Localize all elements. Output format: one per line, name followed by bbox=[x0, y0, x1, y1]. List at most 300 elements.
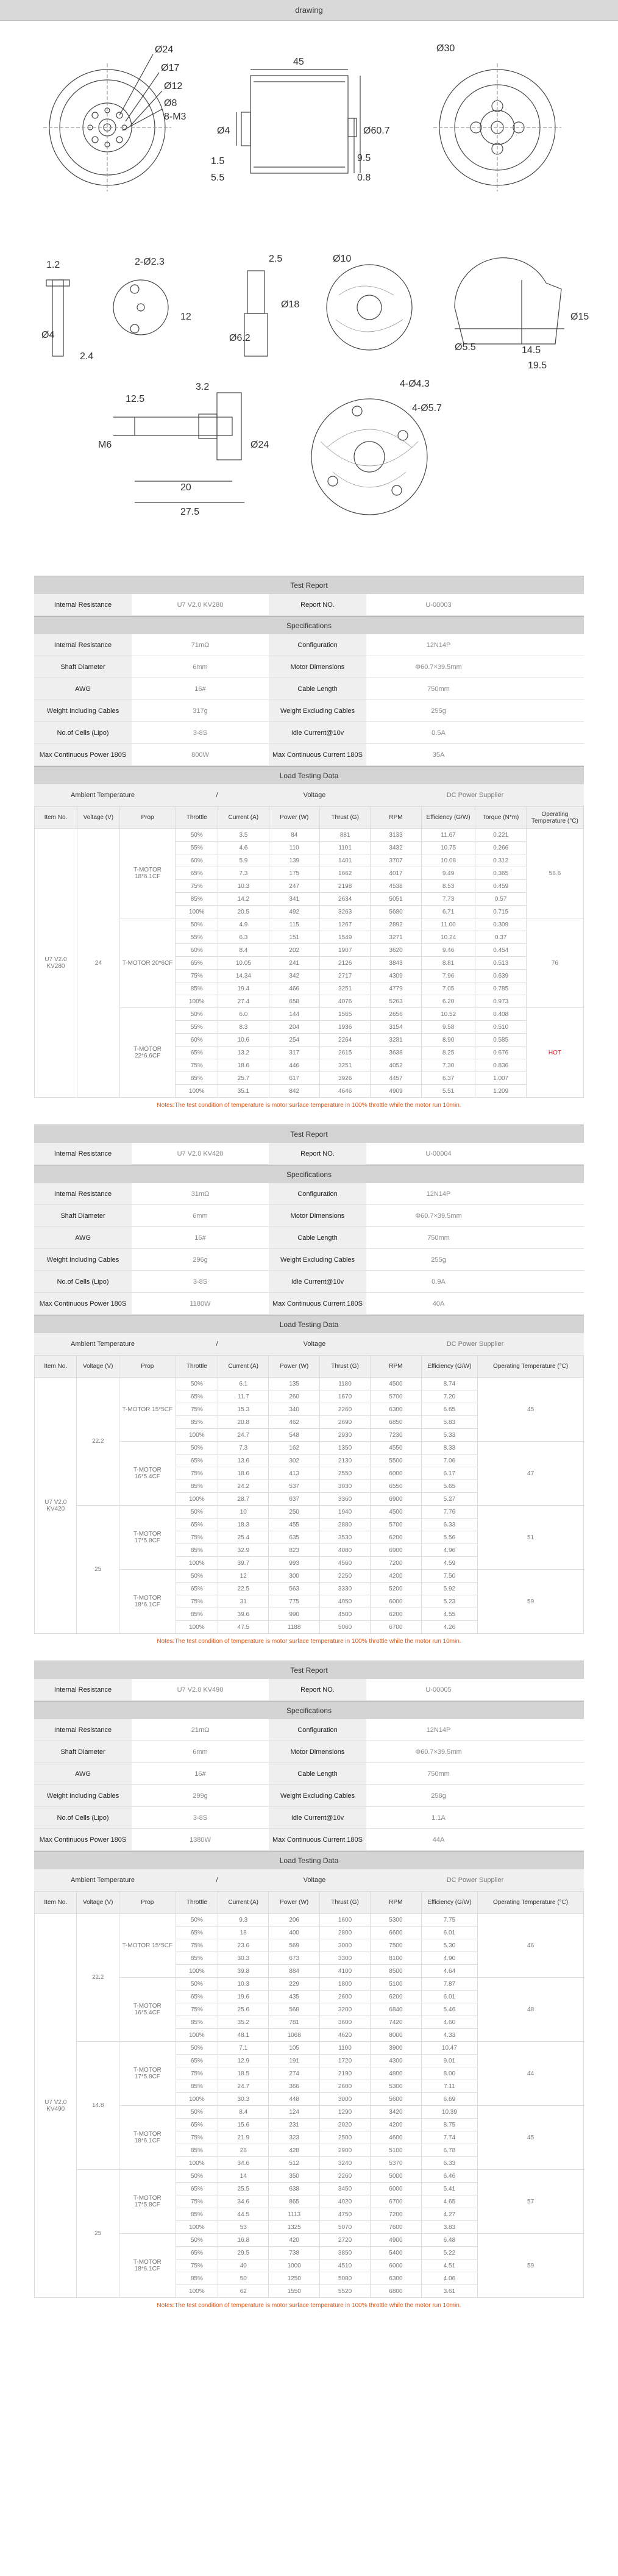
data-cell: 7.73 bbox=[421, 893, 475, 906]
data-cell: 568 bbox=[269, 2003, 319, 2016]
data-cell: 2615 bbox=[319, 1046, 370, 1059]
column-header: Current (A) bbox=[218, 807, 269, 829]
dim-15: 1.5 bbox=[211, 156, 225, 166]
data-cell: 4050 bbox=[319, 1595, 370, 1608]
load-testing-title: Load Testing Data bbox=[34, 1315, 584, 1333]
data-cell: 4200 bbox=[371, 1570, 421, 1583]
spec-label: Max Continuous Power 180S bbox=[34, 744, 132, 765]
data-cell: 3000 bbox=[319, 1939, 370, 1952]
data-cell: 100% bbox=[176, 2029, 218, 2042]
specifications-title: Specifications bbox=[34, 1165, 584, 1183]
data-cell: 0.266 bbox=[475, 842, 526, 854]
spec-label: Weight Including Cables bbox=[34, 1249, 132, 1270]
data-cell: 1550 bbox=[269, 2285, 319, 2298]
data-cell: 10.47 bbox=[421, 2042, 478, 2055]
data-cell: 4.55 bbox=[421, 1608, 478, 1621]
data-cell: 3360 bbox=[319, 1493, 370, 1506]
data-cell: 100% bbox=[176, 995, 218, 1008]
data-cell: 25.6 bbox=[218, 2003, 269, 2016]
data-cell: 6840 bbox=[371, 2003, 421, 2016]
data-cell: 110 bbox=[269, 842, 319, 854]
spec-value: 6mm bbox=[193, 663, 208, 671]
spec-label: Idle Current@10v bbox=[269, 1807, 366, 1828]
column-header: Item No. bbox=[35, 1356, 77, 1378]
data-cell: 6200 bbox=[371, 1608, 421, 1621]
data-cell: 3251 bbox=[319, 1059, 370, 1072]
data-cell: 0.513 bbox=[475, 957, 526, 970]
data-cell: 2260 bbox=[319, 2170, 370, 2183]
data-cell: 3707 bbox=[371, 854, 421, 867]
data-cell: 39.8 bbox=[218, 1965, 269, 1978]
data-cell: 638 bbox=[269, 2183, 319, 2195]
spec-value: 0.9A bbox=[432, 1278, 446, 1286]
data-cell: 341 bbox=[269, 893, 319, 906]
data-cell: 420 bbox=[269, 2234, 319, 2247]
data-cell: 4076 bbox=[319, 995, 370, 1008]
note-text: Notes:The test condition of temperature is motor surface temperature in 100% throttle while the motor run 10min. bbox=[157, 2302, 461, 2309]
data-cell: 7.3 bbox=[218, 867, 269, 880]
data-cell: 7.87 bbox=[421, 1978, 478, 1991]
data-cell: 151 bbox=[269, 931, 319, 944]
data-cell: 4.51 bbox=[421, 2259, 478, 2272]
data-cell: 50% bbox=[176, 1914, 218, 1927]
dim-08: 0.8 bbox=[357, 173, 371, 183]
data-cell: 0.585 bbox=[475, 1034, 526, 1046]
spec-row bbox=[34, 656, 584, 678]
data-cell: 75% bbox=[176, 2195, 218, 2208]
spec-row bbox=[34, 634, 584, 656]
data-cell: 448 bbox=[269, 2093, 319, 2106]
prop-cell: T-MOTOR 18*6.1CF bbox=[119, 2234, 176, 2298]
data-cell: 5370 bbox=[371, 2157, 421, 2170]
data-cell: 34.6 bbox=[218, 2195, 269, 2208]
prop-cell: T-MOTOR 17*5.8CF bbox=[119, 1506, 176, 1570]
table-header-row bbox=[35, 1356, 584, 1378]
spec-row bbox=[34, 1293, 584, 1315]
prop-cell: T-MOTOR 18*6.1CF bbox=[119, 2106, 176, 2170]
spec-row bbox=[34, 1249, 584, 1271]
data-cell: 14.2 bbox=[218, 893, 269, 906]
data-cell: 6.33 bbox=[421, 1519, 478, 1531]
data-cell: 4.96 bbox=[421, 1544, 478, 1557]
dim-m5: M6 bbox=[98, 440, 112, 450]
data-cell: 2126 bbox=[319, 957, 370, 970]
item-no-cell: U7 V2.0 KV490 bbox=[35, 1914, 77, 2298]
spec-label: Motor Dimensions bbox=[269, 1205, 366, 1226]
spec-value: 40A bbox=[432, 1300, 445, 1308]
data-cell: 5080 bbox=[319, 2272, 370, 2285]
data-cell: 3030 bbox=[319, 1480, 370, 1493]
data-cell: 65% bbox=[176, 1046, 218, 1059]
data-cell: 65% bbox=[176, 1927, 218, 1939]
data-cell: 55% bbox=[176, 931, 218, 944]
prop-cell: T-MOTOR 18*6.1CF bbox=[119, 829, 175, 918]
spec-row bbox=[34, 1719, 584, 1741]
data-cell: 5.22 bbox=[421, 2247, 478, 2259]
data-cell: 20.5 bbox=[218, 906, 269, 918]
data-cell: 1720 bbox=[319, 2055, 370, 2067]
data-cell: 4020 bbox=[319, 2195, 370, 2208]
data-cell: 5.27 bbox=[421, 1493, 478, 1506]
data-cell: 6.1 bbox=[218, 1378, 269, 1390]
data-cell: 4800 bbox=[371, 2067, 421, 2080]
data-cell: 4538 bbox=[371, 880, 421, 893]
data-cell: 7.30 bbox=[421, 1059, 475, 1072]
data-cell: 65% bbox=[176, 1991, 218, 2003]
data-cell: 10.3 bbox=[218, 1978, 269, 1991]
data-cell: 40 bbox=[218, 2259, 269, 2272]
data-cell: 25.7 bbox=[218, 1072, 269, 1085]
data-cell: 8000 bbox=[371, 2029, 421, 2042]
data-cell: 65% bbox=[176, 1390, 218, 1403]
data-cell: 5200 bbox=[371, 1583, 421, 1595]
data-cell: 884 bbox=[269, 1965, 319, 1978]
column-header: Prop bbox=[119, 807, 175, 829]
item-no-cell: U7 V2.0 KV420 bbox=[35, 1378, 77, 1634]
data-cell: 175 bbox=[269, 867, 319, 880]
data-cell: 4.27 bbox=[421, 2208, 478, 2221]
column-header: Current (A) bbox=[218, 1356, 269, 1378]
data-cell: 6850 bbox=[371, 1416, 421, 1429]
data-cell: 50% bbox=[176, 1570, 218, 1583]
data-cell: 85% bbox=[176, 2144, 218, 2157]
spec-label: Cable Length bbox=[269, 1763, 366, 1784]
data-cell: 2190 bbox=[319, 2067, 370, 2080]
data-cell: 14 bbox=[218, 2170, 269, 2183]
spec-row bbox=[34, 1763, 584, 1785]
data-cell: 865 bbox=[269, 2195, 319, 2208]
data-cell: 842 bbox=[269, 1085, 319, 1098]
spec-value: 3-8S bbox=[193, 729, 208, 737]
data-cell: 10.6 bbox=[218, 1034, 269, 1046]
temp-cell: 76 bbox=[526, 918, 583, 1008]
data-cell: 7.74 bbox=[421, 2131, 478, 2144]
data-cell: 75% bbox=[176, 2259, 218, 2272]
data-cell: 5500 bbox=[371, 1454, 421, 1467]
prop-cell: T-MOTOR 18*6.1CF bbox=[119, 1570, 176, 1634]
spec-label: Idle Current@10v bbox=[269, 1271, 366, 1292]
column-header: Item No. bbox=[35, 1892, 77, 1914]
data-cell: 50% bbox=[176, 1378, 218, 1390]
data-cell: 6700 bbox=[371, 2195, 421, 2208]
data-cell: 5.46 bbox=[421, 2003, 478, 2016]
data-cell: 413 bbox=[269, 1467, 319, 1480]
dim-d10: Ø10 bbox=[333, 254, 352, 264]
data-cell: 6700 bbox=[371, 1621, 421, 1634]
drawing-header: drawing bbox=[0, 0, 618, 21]
data-cell: 6000 bbox=[371, 2259, 421, 2272]
data-cell: 2264 bbox=[319, 1034, 370, 1046]
data-cell: 823 bbox=[269, 1544, 319, 1557]
voltage-cell: 22.2 bbox=[77, 1378, 119, 1506]
data-cell: 7500 bbox=[371, 1939, 421, 1952]
data-cell: 6.0 bbox=[218, 1008, 269, 1021]
data-cell: 11.7 bbox=[218, 1390, 269, 1403]
test-report-kv420 bbox=[34, 1125, 584, 1648]
spec-label: Cable Length bbox=[269, 1227, 366, 1248]
spec-value: 3-8S bbox=[193, 1814, 208, 1822]
data-cell: 3200 bbox=[319, 2003, 370, 2016]
data-cell: 1113 bbox=[269, 2208, 319, 2221]
data-cell: 462 bbox=[269, 1416, 319, 1429]
data-cell: 1180 bbox=[319, 1378, 370, 1390]
spec-value: 21mΩ bbox=[191, 1726, 210, 1734]
data-cell: 0.676 bbox=[475, 1046, 526, 1059]
data-cell: 7200 bbox=[371, 1557, 421, 1570]
data-cell: 60% bbox=[176, 944, 218, 957]
data-cell: 5.51 bbox=[421, 1085, 475, 1098]
data-cell: 1670 bbox=[319, 1390, 370, 1403]
spec-label: No.of Cells (Lipo) bbox=[34, 722, 132, 743]
data-cell: 35.2 bbox=[218, 2016, 269, 2029]
data-cell: 0.639 bbox=[475, 970, 526, 982]
spec-value: 750mm bbox=[427, 1770, 450, 1778]
data-cell: 12.9 bbox=[218, 2055, 269, 2067]
data-cell: 1.007 bbox=[475, 1072, 526, 1085]
data-cell: 12 bbox=[218, 1570, 269, 1583]
data-cell: 4.9 bbox=[218, 918, 269, 931]
ambient-row: Ambient Temperature / Voltage DC Power Supplier bbox=[34, 1869, 584, 1891]
data-cell: 60% bbox=[176, 854, 218, 867]
data-cell: 7420 bbox=[371, 2016, 421, 2029]
spec-value: 255g bbox=[431, 707, 446, 715]
data-cell: 5700 bbox=[371, 1519, 421, 1531]
data-cell: 5.41 bbox=[421, 2183, 478, 2195]
dim-24: 2.4 bbox=[80, 351, 94, 362]
data-cell: 492 bbox=[269, 906, 319, 918]
data-cell: 85% bbox=[176, 1608, 218, 1621]
dim-d43: 4-Ø4.3 bbox=[400, 379, 430, 389]
data-cell: 6000 bbox=[371, 1595, 421, 1608]
load-test-table bbox=[34, 1891, 584, 2298]
spec-row bbox=[34, 1227, 584, 1249]
data-cell: 2634 bbox=[319, 893, 370, 906]
data-cell: 2900 bbox=[319, 2144, 370, 2157]
data-cell: 25.5 bbox=[218, 2183, 269, 2195]
data-cell: 1068 bbox=[269, 2029, 319, 2042]
data-cell: 1600 bbox=[319, 1914, 370, 1927]
dim-125: 12.5 bbox=[126, 394, 145, 404]
data-cell: 323 bbox=[269, 2131, 319, 2144]
spec-value: 0.5A bbox=[432, 729, 446, 737]
data-cell: 3300 bbox=[319, 1952, 370, 1965]
spec-label: No.of Cells (Lipo) bbox=[34, 1807, 132, 1828]
column-header: Torque (N*m) bbox=[475, 807, 526, 829]
voltage-cell: 22.2 bbox=[77, 1914, 119, 2042]
data-cell: 1549 bbox=[319, 931, 370, 944]
data-cell: 5.23 bbox=[421, 1595, 478, 1608]
dim-d4b: Ø4 bbox=[41, 330, 55, 340]
dim-d18: Ø18 bbox=[281, 299, 300, 310]
data-cell: 0.459 bbox=[475, 880, 526, 893]
spec-row bbox=[34, 722, 584, 744]
temp-cell: 44 bbox=[478, 2042, 584, 2106]
dim-m3: 8-M3 bbox=[164, 112, 186, 122]
data-cell: 8.3 bbox=[218, 1021, 269, 1034]
data-cell: 30.3 bbox=[218, 2093, 269, 2106]
spec-table bbox=[34, 634, 584, 766]
spec-label: Configuration bbox=[269, 634, 366, 656]
data-cell: 6600 bbox=[371, 1927, 421, 1939]
data-cell: 6.3 bbox=[218, 931, 269, 944]
item-no-cell: U7 V2.0 KV280 bbox=[35, 829, 77, 1098]
data-cell: 6200 bbox=[371, 1531, 421, 1544]
data-cell: 2600 bbox=[319, 1991, 370, 2003]
data-cell: 1940 bbox=[319, 1506, 370, 1519]
column-header: RPM bbox=[371, 807, 421, 829]
data-cell: 204 bbox=[269, 1021, 319, 1034]
data-cell: 5.56 bbox=[421, 1531, 478, 1544]
test-report-kv280 bbox=[34, 576, 584, 1112]
data-cell: 2130 bbox=[319, 1454, 370, 1467]
data-cell: 8.4 bbox=[218, 2106, 269, 2119]
spec-label: Max Continuous Current 180S bbox=[269, 1829, 366, 1850]
data-cell: 4080 bbox=[319, 1544, 370, 1557]
spec-value: 44A bbox=[432, 1836, 445, 1844]
column-header: Power (W) bbox=[269, 1356, 319, 1378]
data-cell: 85% bbox=[176, 1416, 218, 1429]
data-cell: 1290 bbox=[319, 2106, 370, 2119]
data-cell: 775 bbox=[269, 1595, 319, 1608]
spec-row bbox=[34, 744, 584, 766]
column-header: Operating Temperature (°C) bbox=[478, 1892, 584, 1914]
spec-value: 12N14P bbox=[426, 1190, 451, 1198]
column-header: Efficiency (G/W) bbox=[421, 1892, 478, 1914]
voltage-cell: 25 bbox=[77, 2170, 119, 2298]
test-report-title: Test Report bbox=[34, 576, 584, 594]
data-cell: 34.6 bbox=[218, 2157, 269, 2170]
dim-95: 9.5 bbox=[357, 153, 371, 163]
data-cell: 3240 bbox=[319, 2157, 370, 2170]
spec-label: No.of Cells (Lipo) bbox=[34, 1271, 132, 1292]
data-cell: 5300 bbox=[371, 2080, 421, 2093]
data-cell: 617 bbox=[269, 1072, 319, 1085]
data-cell: 35.1 bbox=[218, 1085, 269, 1098]
data-cell: 2930 bbox=[319, 1429, 370, 1442]
spec-row bbox=[34, 700, 584, 722]
spec-label: Shaft Diameter bbox=[34, 656, 132, 678]
spec-label: Weight Excluding Cables bbox=[269, 1249, 366, 1270]
data-cell: 55% bbox=[176, 1021, 218, 1034]
data-cell: 3620 bbox=[371, 944, 421, 957]
data-cell: 28.7 bbox=[218, 1493, 269, 1506]
spec-row bbox=[34, 1829, 584, 1851]
data-cell: 50% bbox=[176, 918, 218, 931]
data-cell: 4300 bbox=[371, 2055, 421, 2067]
dim-12a: 1.2 bbox=[46, 260, 60, 270]
data-cell: 105 bbox=[269, 2042, 319, 2055]
technical-drawing bbox=[34, 21, 589, 564]
data-cell: 5.65 bbox=[421, 1480, 478, 1493]
data-cell: 2720 bbox=[319, 2234, 370, 2247]
data-cell: 4.90 bbox=[421, 1952, 478, 1965]
note-text: Notes:The test condition of temperature is motor surface temperature in 100% throttle while the motor run 10min. bbox=[157, 1637, 461, 1645]
data-cell: 658 bbox=[269, 995, 319, 1008]
data-cell: 10.24 bbox=[421, 931, 475, 944]
data-cell: 100% bbox=[176, 1493, 218, 1506]
spec-label: Motor Dimensions bbox=[269, 656, 366, 678]
data-cell: 5400 bbox=[371, 2247, 421, 2259]
temp-cell: 56.6 bbox=[526, 829, 583, 918]
data-cell: 6300 bbox=[371, 2272, 421, 2285]
spec-row bbox=[34, 1205, 584, 1227]
data-cell: 100% bbox=[176, 906, 218, 918]
load-test-table bbox=[34, 1355, 584, 1634]
table-header-row bbox=[35, 807, 584, 829]
data-cell: 100% bbox=[176, 1621, 218, 1634]
spec-label: Internal Resistance bbox=[34, 1183, 132, 1204]
spec-row bbox=[34, 678, 584, 700]
data-cell: 738 bbox=[269, 2247, 319, 2259]
table-row bbox=[35, 2170, 584, 2183]
table-row bbox=[35, 829, 584, 842]
data-cell: 2717 bbox=[319, 970, 370, 982]
data-cell: 6.78 bbox=[421, 2144, 478, 2157]
data-cell: 4.64 bbox=[421, 1965, 478, 1978]
table-row bbox=[35, 1378, 584, 1390]
data-cell: 5.9 bbox=[218, 854, 269, 867]
data-cell: 340 bbox=[269, 1403, 319, 1416]
column-header: Voltage (V) bbox=[77, 807, 119, 829]
data-cell: 1907 bbox=[319, 944, 370, 957]
data-cell: 100% bbox=[176, 1085, 218, 1098]
data-cell: 4646 bbox=[319, 1085, 370, 1098]
data-cell: 6800 bbox=[371, 2285, 421, 2298]
spec-value: 299g bbox=[193, 1792, 208, 1800]
data-cell: 4.26 bbox=[421, 1621, 478, 1634]
spec-row bbox=[34, 1183, 584, 1205]
prop-cell: T-MOTOR 15*5CF bbox=[119, 1914, 176, 1978]
data-cell: 1565 bbox=[319, 1008, 370, 1021]
data-cell: 254 bbox=[269, 1034, 319, 1046]
data-cell: 5060 bbox=[319, 1621, 370, 1634]
spec-table bbox=[34, 1183, 584, 1315]
data-cell: 19.6 bbox=[218, 1991, 269, 2003]
dim-195: 19.5 bbox=[528, 360, 547, 371]
data-cell: 10.52 bbox=[421, 1008, 475, 1021]
data-cell: 446 bbox=[269, 1059, 319, 1072]
data-cell: 39.7 bbox=[218, 1557, 269, 1570]
data-cell: 4779 bbox=[371, 982, 421, 995]
table-header-row bbox=[35, 1892, 584, 1914]
dim-d12: Ø12 bbox=[164, 81, 183, 91]
drawing-svg bbox=[34, 21, 589, 564]
data-cell: 1325 bbox=[269, 2221, 319, 2234]
dim-45: 45 bbox=[293, 57, 304, 67]
specifications-title: Specifications bbox=[34, 1701, 584, 1719]
data-cell: 350 bbox=[269, 2170, 319, 2183]
data-cell: 50 bbox=[218, 2272, 269, 2285]
data-cell: 31 bbox=[218, 1595, 269, 1608]
load-testing-title: Load Testing Data bbox=[34, 766, 584, 784]
data-cell: 3.61 bbox=[421, 2285, 478, 2298]
column-header: Operating Temperature (°C) bbox=[478, 1356, 584, 1378]
temp-cell: 47 bbox=[478, 1442, 584, 1506]
data-cell: 1936 bbox=[319, 1021, 370, 1034]
data-cell: 139 bbox=[269, 854, 319, 867]
data-cell: 6.37 bbox=[421, 1072, 475, 1085]
spec-row bbox=[34, 1785, 584, 1807]
data-cell: 6.01 bbox=[421, 1991, 478, 2003]
data-cell: 3432 bbox=[371, 842, 421, 854]
data-cell: 5263 bbox=[371, 995, 421, 1008]
prop-cell: T-MOTOR 16*5.4CF bbox=[119, 1978, 176, 2042]
data-cell: 85% bbox=[176, 2272, 218, 2285]
spec-value: 296g bbox=[193, 1256, 208, 1264]
data-cell: 1267 bbox=[319, 918, 370, 931]
data-cell: 191 bbox=[269, 2055, 319, 2067]
data-cell: 20.8 bbox=[218, 1416, 269, 1429]
